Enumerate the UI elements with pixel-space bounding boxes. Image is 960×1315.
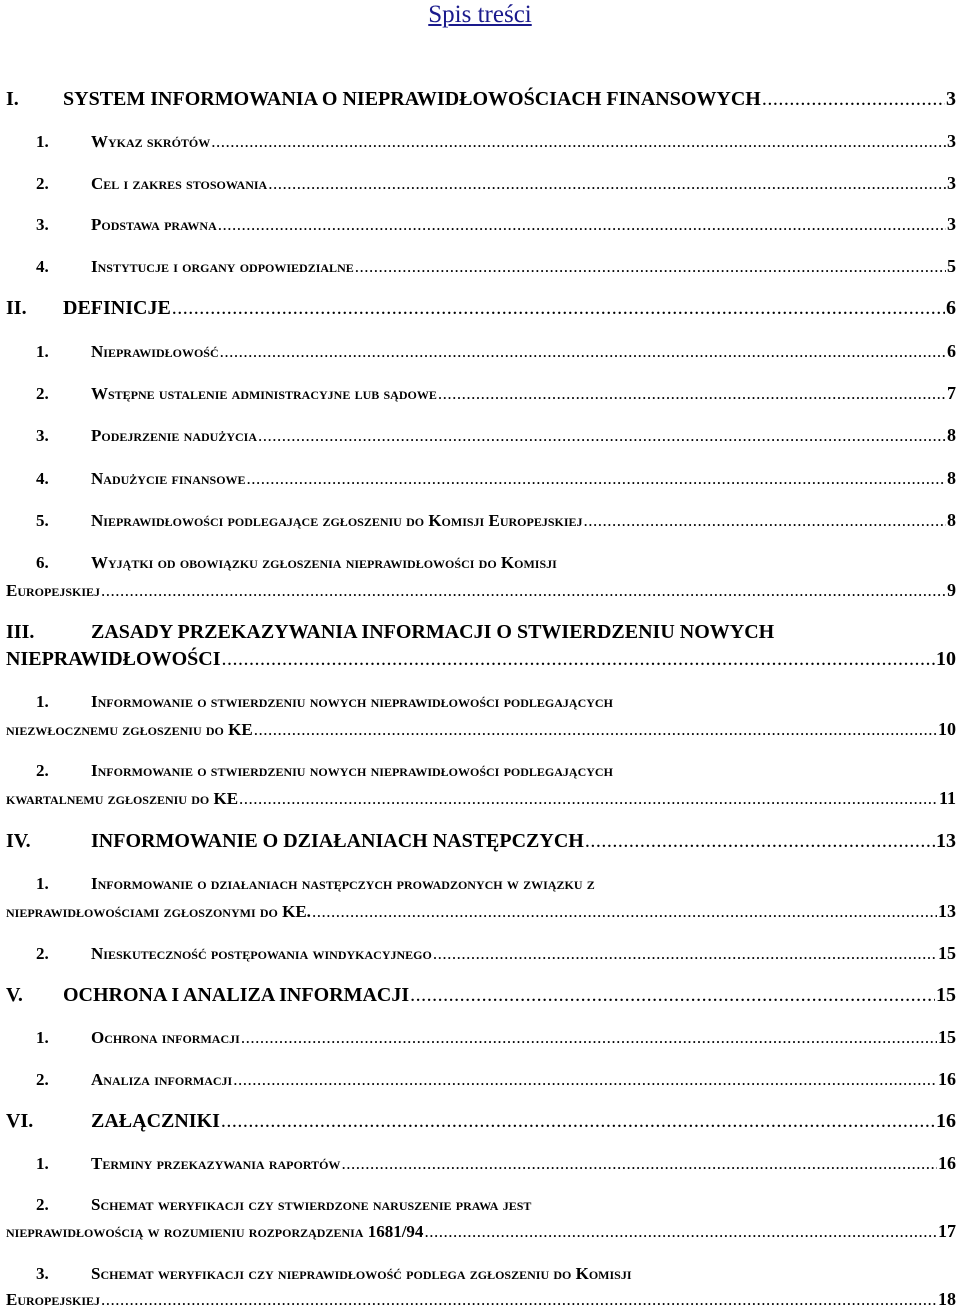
leader-dots <box>101 1290 937 1310</box>
page-number: 16 <box>938 1153 956 1173</box>
toc-entry[interactable]: 2. Wstępne ustalenie administracyjne lub sądowe ..... 7 <box>6 383 956 409</box>
leader-dots <box>241 1028 937 1048</box>
page-number: 8 <box>947 510 956 530</box>
toc-entry[interactable]: VI. ZAŁĄCZNIKI ..... 16 <box>6 1110 956 1136</box>
toc-entry[interactable]: II. DEFINICJE ..... 6 <box>6 297 956 323</box>
page-number: 8 <box>947 425 956 445</box>
toc-entry[interactable]: 1. Wykaz skrótów ..... 3 <box>6 131 956 157</box>
page-number: 3 <box>947 173 956 193</box>
page-number: 3 <box>947 214 956 234</box>
leader-dots <box>254 720 937 740</box>
toc-entry[interactable]: NIEPRAWIDŁOWOŚCI ..... 10 <box>6 648 956 674</box>
page-number: 10 <box>938 719 956 739</box>
toc-entry[interactable]: nieprawidłowością w rozumieniu rozporządzenia 1681/94 ..... 17 <box>6 1221 956 1247</box>
toc-entry[interactable]: kwartalnemu zgłoszeniu do KE ..... 11 <box>6 788 956 814</box>
leader-dots <box>221 1110 935 1133</box>
toc-entry[interactable]: 2. Cel i zakres stosowania ..... 3 <box>6 173 956 199</box>
page-number: 3 <box>947 131 956 151</box>
toc-entry[interactable]: Europejskiej ..... 18 <box>6 1289 956 1315</box>
toc-entry[interactable]: niezwłocznemu zgłoszeniu do KE ..... 10 <box>6 719 956 745</box>
leader-dots <box>762 88 945 111</box>
page-number: 18 <box>938 1289 956 1309</box>
page-title: Spis treści <box>428 1 532 28</box>
leader-dots <box>211 132 946 152</box>
leader-dots <box>312 902 937 922</box>
page-number: 6 <box>946 297 956 319</box>
toc-entry-first-line[interactable]: 2. Informowanie o stwierdzeniu nowych nieprawidłowości podlegających <box>36 761 613 780</box>
toc-entry[interactable]: 3. Podstawa prawna ..... 3 <box>6 214 956 240</box>
toc-entry[interactable]: I. SYSTEM INFORMOWANIA O NIEPRAWIDŁOWOŚCIACH FINANSOWYCH ..... 3 <box>6 88 956 114</box>
leader-dots <box>233 1070 937 1090</box>
toc-entry[interactable]: 3. Podejrzenie nadużycia ..... 8 <box>6 425 956 451</box>
leader-dots <box>355 257 946 277</box>
page-number: 17 <box>938 1221 956 1241</box>
toc-entry[interactable]: nieprawidłowościami zgłoszonymi do KE. ..... 13 <box>6 901 956 927</box>
toc-entry-first-line[interactable]: 1. Informowanie o działaniach następczych prowadzonych w związku z <box>36 874 595 893</box>
leader-dots <box>424 1222 937 1242</box>
leader-dots <box>220 342 946 362</box>
leader-dots <box>101 581 946 601</box>
leader-dots <box>221 648 935 671</box>
leader-dots <box>341 1154 937 1174</box>
page-number: 13 <box>936 830 956 852</box>
toc-entry[interactable]: 4. Nadużycie finansowe ..... 8 <box>6 468 956 494</box>
page-number: 7 <box>947 383 956 403</box>
page-number: 5 <box>947 256 956 276</box>
toc-entry[interactable]: 4. Instytucje i organy odpowiedzialne ..... 5 <box>6 256 956 282</box>
page-number: 15 <box>938 1027 956 1047</box>
toc-entry-first-line[interactable]: 6. Wyjątki od obowiązku zgłoszenia nieprawidłowości do Komisji <box>36 553 557 572</box>
page-number: 9 <box>947 580 956 600</box>
toc-entry[interactable]: 2. Nieskuteczność postępowania windykacyjnego ..... 15 <box>6 943 956 969</box>
page-number: 11 <box>938 788 956 808</box>
page-number: 3 <box>946 88 956 110</box>
leader-dots <box>433 944 937 964</box>
toc-entry-first-line[interactable]: 3. Schemat weryfikacji czy nieprawidłowość podlega zgłoszeniu do Komisji <box>36 1264 632 1283</box>
leader-dots <box>218 215 946 235</box>
leader-dots <box>585 830 935 853</box>
page-number: 16 <box>938 1069 956 1089</box>
leader-dots <box>258 426 946 446</box>
toc-entry-first-line[interactable]: III. ZASADY PRZEKAZYWANIA INFORMACJI O STWIERDZENIU NOWYCH <box>6 621 775 643</box>
toc-entry[interactable]: 2. Analiza informacji ..... 16 <box>6 1069 956 1095</box>
toc-entry[interactable]: IV. INFORMOWANIE O DZIAŁANIACH NASTĘPCZYCH ..... 13 <box>6 830 956 856</box>
page-number: 16 <box>936 1110 956 1132</box>
leader-dots <box>172 297 945 320</box>
toc-entry[interactable]: 1. Nieprawidłowość ..... 6 <box>6 341 956 367</box>
page-number: 10 <box>936 648 956 670</box>
leader-dots <box>247 469 946 489</box>
toc-entry[interactable]: 1. Ochrona informacji ..... 15 <box>6 1027 956 1053</box>
toc-entry[interactable]: 5. Nieprawidłowości podlegające zgłoszeniu do Komisji Europejskiej ..... 8 <box>6 510 956 536</box>
toc-entry-first-line[interactable]: 1. Informowanie o stwierdzeniu nowych nieprawidłowości podlegających <box>36 692 613 711</box>
toc-entry[interactable]: 1. Terminy przekazywania raportów ..... 16 <box>6 1153 956 1179</box>
page-number: 8 <box>947 468 956 488</box>
page-number: 13 <box>938 901 956 921</box>
page-number: 6 <box>947 341 956 361</box>
toc-entry[interactable]: Europejskiej ..... 9 <box>6 580 956 606</box>
leader-dots <box>268 174 946 194</box>
leader-dots <box>410 984 935 1007</box>
leader-dots <box>584 511 946 531</box>
page-number: 15 <box>938 943 956 963</box>
page-number: 15 <box>936 984 956 1006</box>
toc-entry-first-line[interactable]: 2. Schemat weryfikacji czy stwierdzone naruszenie prawa jest <box>36 1195 532 1214</box>
leader-dots <box>438 384 946 404</box>
toc-entry[interactable]: V. OCHRONA I ANALIZA INFORMACJI ..... 15 <box>6 984 956 1010</box>
leader-dots <box>239 789 938 809</box>
